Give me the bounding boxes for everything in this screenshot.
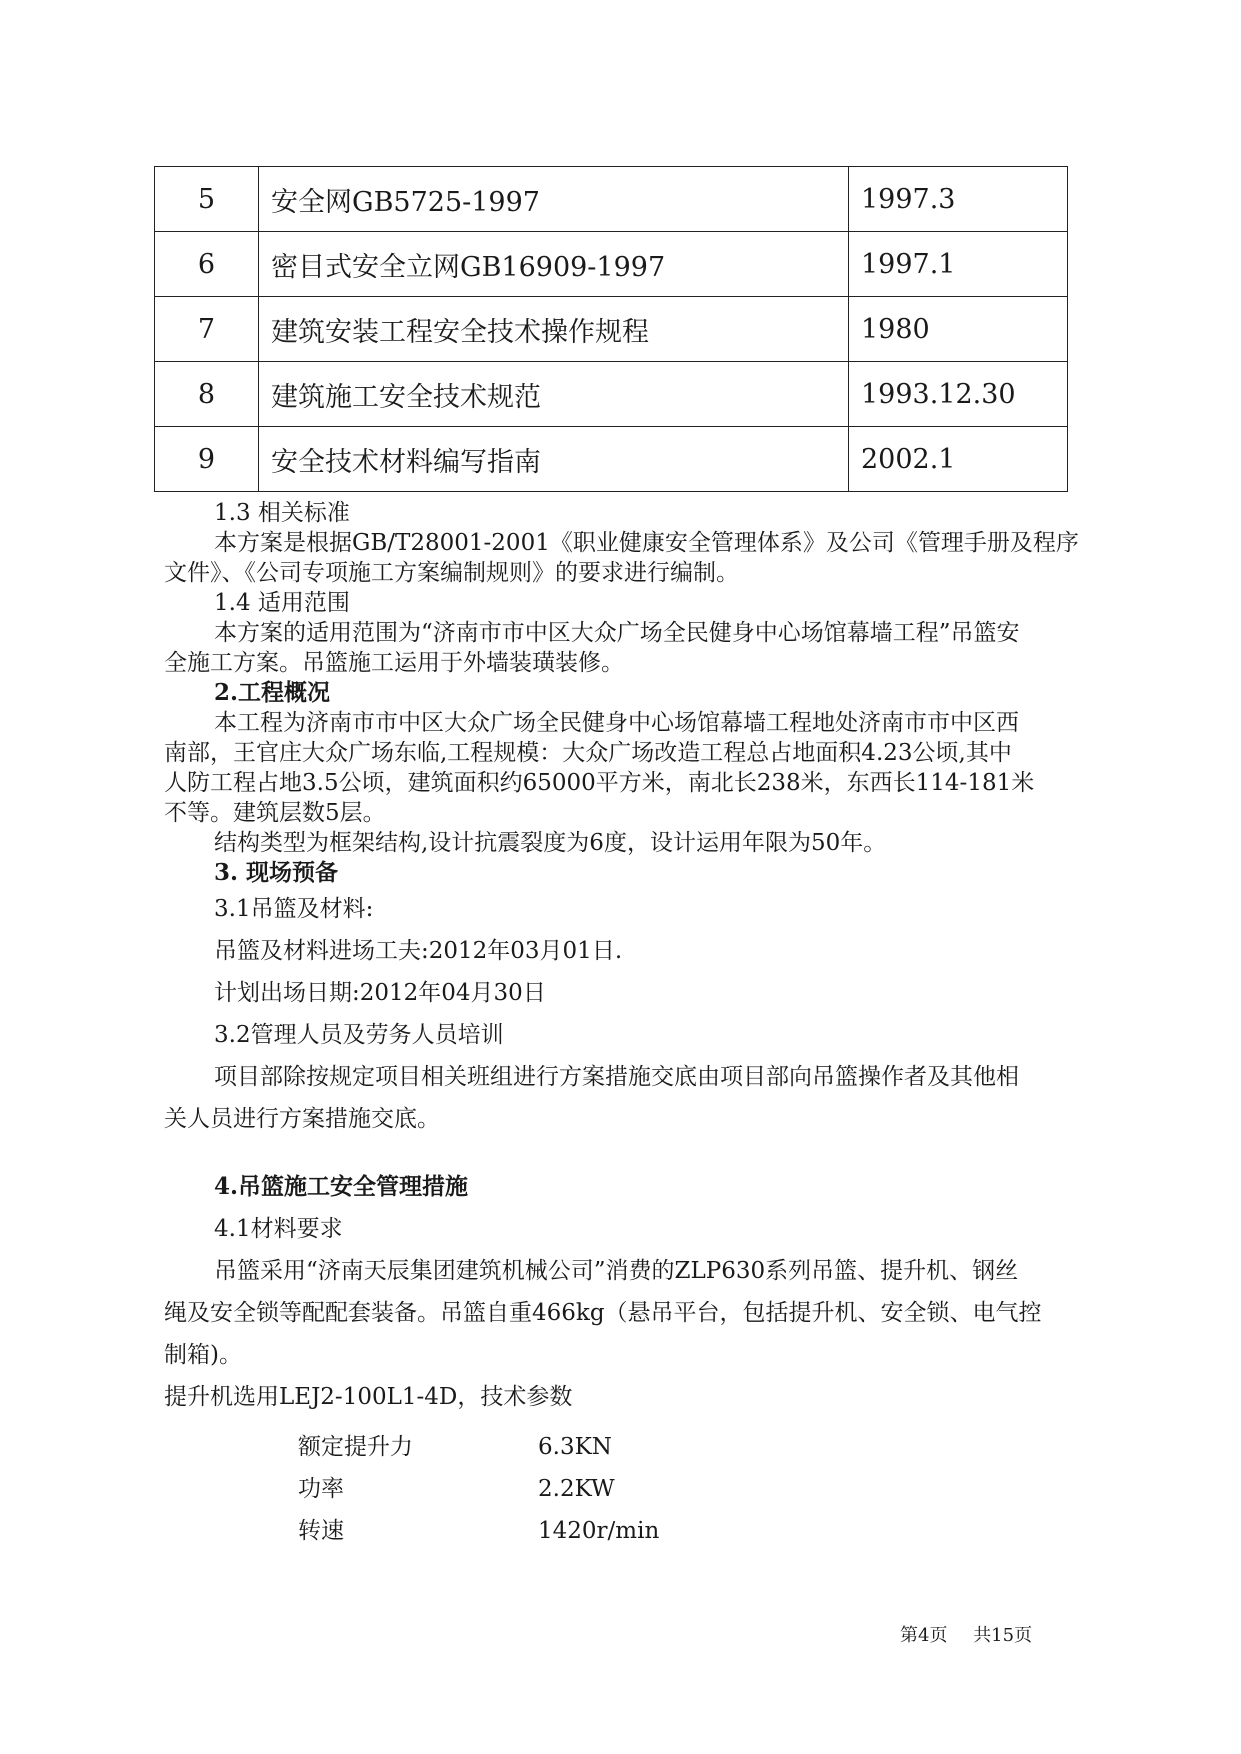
- parameter-row: [298, 1510, 1094, 1552]
- parameter-label: 功率: [298, 1476, 344, 1502]
- paragraph: 制箱)。: [164, 1342, 242, 1368]
- section-heading-4: 4.吊篮施工安全管理措施: [214, 1173, 469, 1200]
- paragraph: 本工程为济南市市中区大众广场全民健身中心场馆幕墙工程地处济南市市中区西: [214, 710, 1019, 736]
- parameter-value: 6.3KN: [538, 1434, 612, 1460]
- standard-date: 1993.12.30: [849, 362, 1068, 427]
- hoist-parameters: [298, 1426, 1094, 1552]
- section-heading-2: 2.工程概况: [214, 679, 331, 706]
- standard-name: 密目式安全立网GB16909-1997: [259, 232, 849, 297]
- table-row: [155, 297, 1068, 362]
- parameter-label: 额定提升力: [298, 1434, 413, 1460]
- section-heading-1-3: 1.3 相关标准: [214, 500, 350, 526]
- standard-name: 安全技术材料编写指南: [259, 427, 849, 492]
- parameter-row: [298, 1468, 1094, 1510]
- paragraph: 绳及安全锁等配配套装备。吊篮自重466kg（悬吊平台，包括提升机、安全锁、电气控: [164, 1300, 1042, 1326]
- paragraph: 本方案的适用范围为“济南市市中区大众广场全民健身中心场馆幕墙工程”吊篮安: [214, 620, 1020, 646]
- paragraph: 不等。建筑层数5层。: [164, 800, 386, 826]
- paragraph: 关人员进行方案措施交底。: [164, 1106, 440, 1132]
- standard-name: 安全网GB5725-1997: [259, 167, 849, 232]
- standard-date: 2002.1: [849, 427, 1068, 492]
- parameter-label: 转速: [298, 1518, 344, 1544]
- parameter-value: 1420r/min: [538, 1518, 660, 1544]
- paragraph: 吊篮采用“济南天辰集团建筑机械公司”消费的ZLP630系列吊篮、提升机、钢丝: [214, 1258, 1019, 1284]
- paragraph: 计划出场日期:2012年04月30日: [214, 980, 546, 1006]
- row-number: 9: [155, 427, 259, 492]
- standard-date: 1997.3: [849, 167, 1068, 232]
- row-number: 8: [155, 362, 259, 427]
- standard-date: 1997.1: [849, 232, 1068, 297]
- paragraph: 本方案是根据GB/T28001-2001《职业健康安全管理体系》及公司《管理手册及程序: [214, 530, 1079, 556]
- paragraph: 南部，王官庄大众广场东临,工程规模：大众广场改造工程总占地面积4.23公顷,其中: [164, 740, 1012, 766]
- standard-name: 建筑安装工程安全技术操作规程: [259, 297, 849, 362]
- row-number: 5: [155, 167, 259, 232]
- paragraph: 人防工程占地3.5公顷，建筑面积约65000平方米，南北长238米，东西长114-181米: [164, 770, 1035, 796]
- page-footer: [900, 1621, 1052, 1647]
- paragraph: 吊篮及材料进场工夫:2012年03月01日.: [214, 938, 623, 964]
- table-row: [155, 232, 1068, 297]
- paragraph: 结构类型为框架结构,设计抗震裂度为6度，设计运用年限为50年。: [214, 830, 887, 856]
- hoist-intro: 提升机选用LEJ2-100L1-4D，技术参数: [164, 1384, 573, 1410]
- table-row: [155, 362, 1068, 427]
- section-heading-3-1: 3.1吊篮及材料:: [214, 896, 374, 922]
- section-heading-4-1: 4.1材料要求: [214, 1216, 343, 1242]
- page-total: 共15页: [973, 1625, 1033, 1646]
- row-number: 6: [155, 232, 259, 297]
- document-body: [164, 498, 1094, 1552]
- section-heading-1-4: 1.4 适用范围: [214, 590, 350, 616]
- parameter-value: 2.2KW: [538, 1476, 615, 1502]
- standards-table: [154, 166, 1068, 492]
- page-number: 第4页: [900, 1625, 948, 1646]
- paragraph: 全施工方案。吊篮施工运用于外墙装璜装修。: [164, 650, 624, 676]
- table-row: [155, 167, 1068, 232]
- parameter-row: [298, 1426, 1094, 1468]
- standard-name: 建筑施工安全技术规范: [259, 362, 849, 427]
- section-heading-3: 3. 现场预备: [214, 859, 339, 886]
- row-number: 7: [155, 297, 259, 362]
- standard-date: 1980: [849, 297, 1068, 362]
- section-heading-3-2: 3.2管理人员及劳务人员培训: [214, 1022, 504, 1048]
- table-row: [155, 427, 1068, 492]
- paragraph: 文件》、《公司专项施工方案编制规则》的要求进行编制。: [164, 560, 739, 586]
- paragraph: 项目部除按规定项目相关班组进行方案措施交底由项目部向吊篮操作者及其他相: [214, 1064, 1019, 1090]
